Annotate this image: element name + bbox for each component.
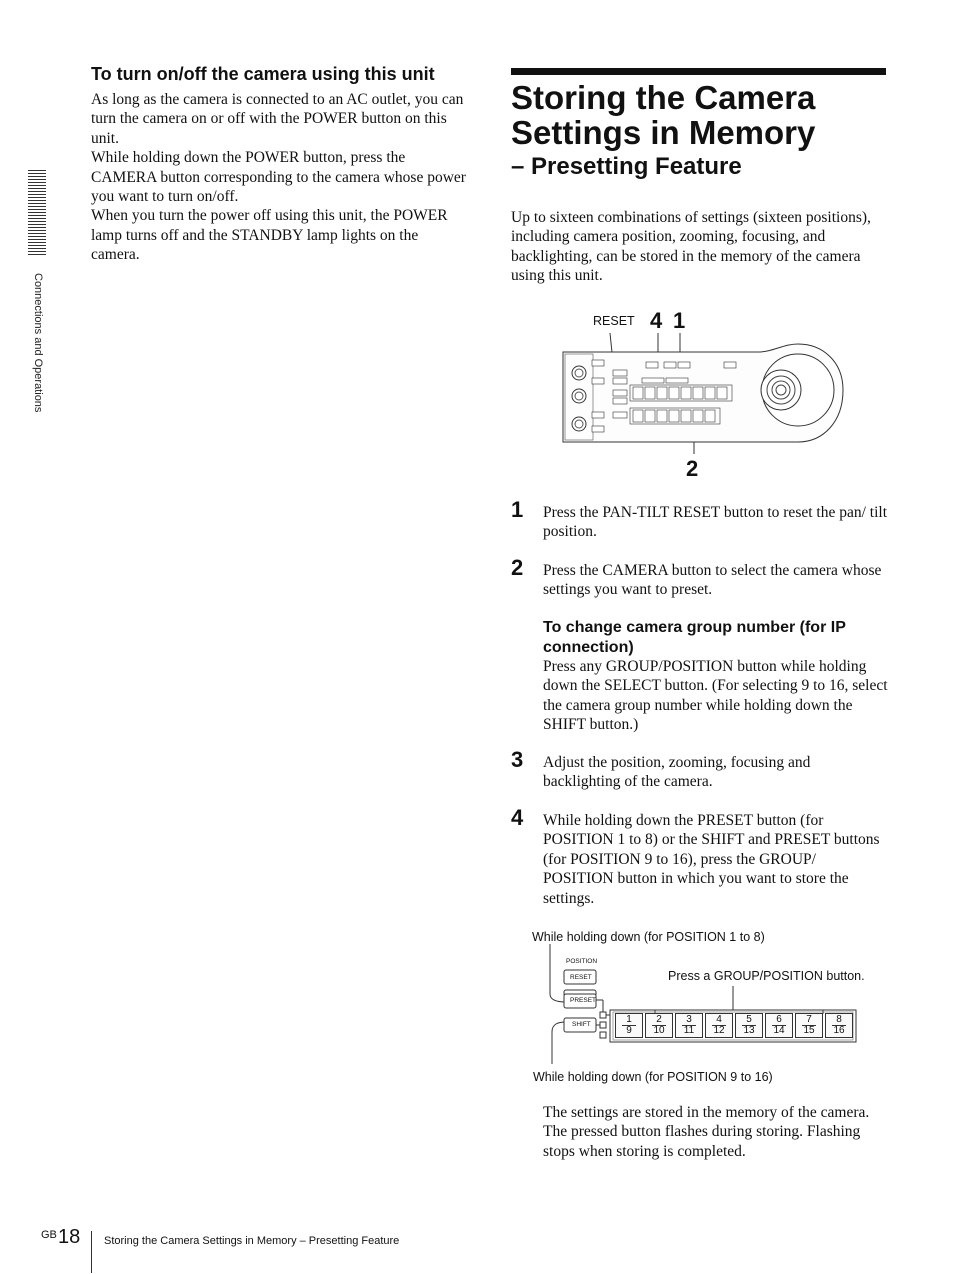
group-position-button: 2 10 [645, 1013, 673, 1038]
left-paragraph: When you turn the power off using this unit, the POWER lamp turns off and the STANDBY lamp lights on the camera. [91, 207, 448, 264]
step-text: While holding down the PRESET button (for POSITION 1 to 8) or the SHIFT and PRESET buttons (for POSITION 9 to 16), press the GROUP/ POSITION button in which you want to store the settings. [543, 812, 880, 907]
group-position-button: 5 13 [735, 1013, 763, 1038]
section-tab-marker [28, 170, 46, 256]
footer-rule [91, 1231, 92, 1273]
step-text: Press the PAN-TILT RESET button to reset the pan/ tilt position. [543, 504, 888, 541]
label-hold-position-1-8: While holding down (for POSITION 1 to 8) [532, 930, 765, 944]
step-number: 1 [511, 497, 524, 522]
left-heading: To turn on/off the camera using this unit [91, 64, 435, 84]
position-label: POSITION [566, 958, 598, 965]
page-title-line: Storing the Camera [511, 79, 816, 116]
footer-region: GB [41, 1229, 57, 1241]
preset-button: PRESET [570, 997, 597, 1004]
group-position-button: 6 14 [765, 1013, 793, 1038]
shift-button: SHIFT [572, 1021, 591, 1028]
step-text: Adjust the position, zooming, focusing and backlighting of the camera. [543, 754, 811, 791]
page-subtitle: – Presetting Feature [511, 153, 742, 180]
sub-section-text: Press any GROUP/POSITION button while holding down the SELECT button. (For selecting 9 to 16, select the camera group number while holding down the SHIFT button.) [543, 658, 888, 734]
group-position-button: 3 11 [675, 1013, 703, 1038]
title-rule [511, 68, 886, 75]
intro-paragraph: Up to sixteen combinations of settings (sixteen positions), including camera position, zooming, focusing, and backlighting, can be stored in the memory of the camera using this unit. [511, 209, 871, 285]
page-title [511, 80, 891, 150]
controller-illustration [558, 330, 848, 460]
step-number: 3 [511, 747, 524, 772]
step-text: Press the CAMERA button to select the camera whose settings you want to preset. [543, 562, 882, 599]
result-line: The pressed button flashes during storing. Flashing stops when storing is completed. [543, 1123, 861, 1160]
group-position-button: 4 12 [705, 1013, 733, 1038]
callout-2: 2 [686, 456, 699, 481]
callout-1: 1 [673, 308, 686, 333]
footer-title: Storing the Camera Settings in Memory – Presetting Feature [104, 1235, 400, 1247]
reset-button: RESET [570, 974, 592, 981]
group-position-button: 7 15 [795, 1013, 823, 1038]
result-line: The settings are stored in the memory of the camera. [543, 1104, 870, 1121]
label-press-group-position: Press a GROUP/POSITION button. [668, 969, 865, 983]
sub-heading: To change camera group number (for IP connection) [543, 619, 846, 656]
page-number: 18 [58, 1226, 81, 1248]
left-body [91, 90, 469, 265]
left-paragraph: While holding down the POWER button, press the CAMERA button corresponding to the camera whose power you want to turn on/off. [91, 149, 466, 206]
page-title-line: Settings in Memory [511, 114, 816, 151]
reset-label: RESET [593, 314, 635, 328]
step-number: 2 [511, 555, 524, 580]
callout-4: 4 [650, 308, 663, 333]
result-text [543, 1103, 888, 1161]
group-position-button: 8 16 [825, 1013, 853, 1038]
left-paragraph: As long as the camera is connected to an AC outlet, you can turn the camera on or off with the POWER button on this unit. [91, 91, 464, 147]
step-number: 4 [511, 805, 524, 830]
label-hold-position-9-16: While holding down (for POSITION 9 to 16) [533, 1070, 773, 1084]
section-tab-label: Connections and Operations [32, 273, 44, 413]
group-position-button: 1 9 [615, 1013, 643, 1038]
